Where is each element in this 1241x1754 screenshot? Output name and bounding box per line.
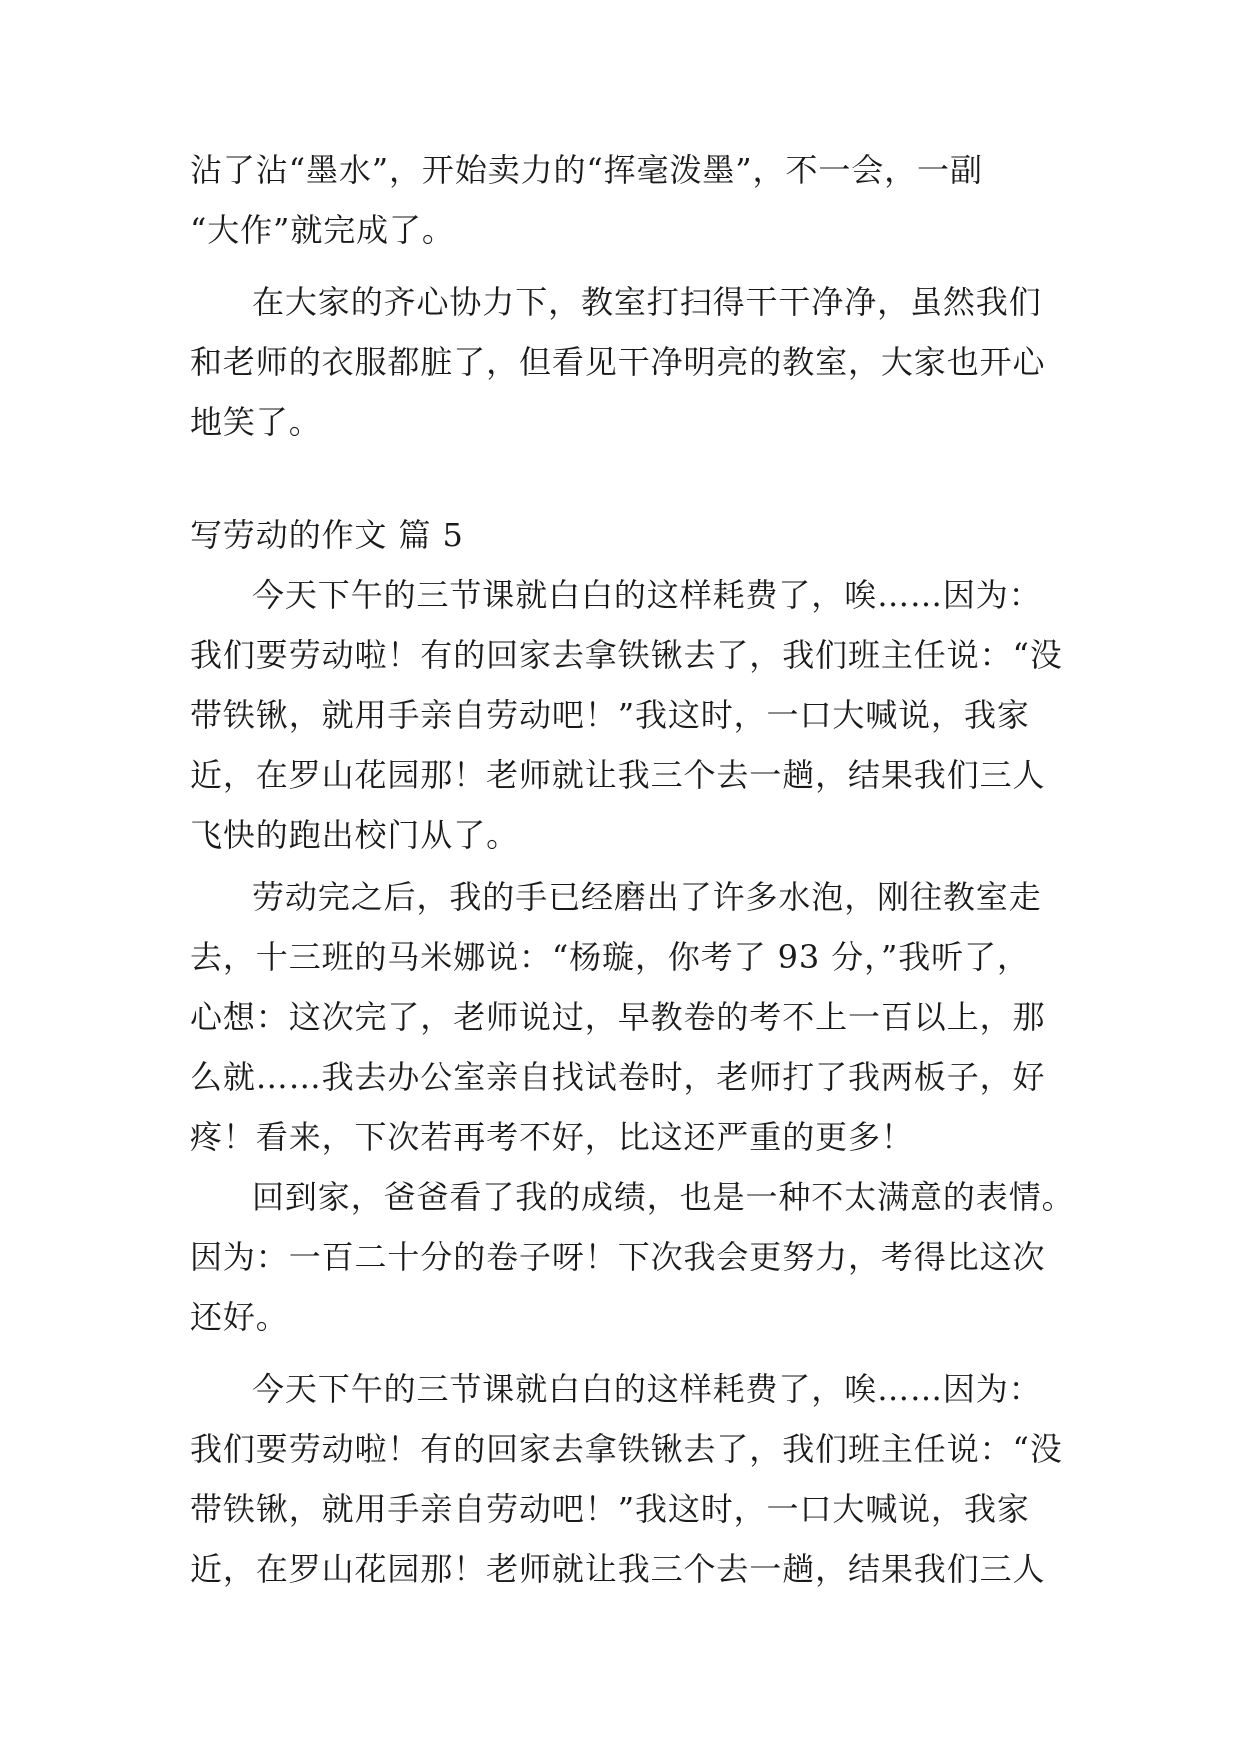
text-line: 沾了沾“墨水”，开始卖力的“挥毫泼墨”，不一会，一副 xyxy=(190,151,983,189)
text-line: 和老师的衣服都脏了，但看见干净明亮的教室，大家也开心 xyxy=(190,343,1046,381)
text-line: 回到家，爸爸看了我的成绩，也是一种不太满意的表情。 xyxy=(252,1178,1075,1216)
text-line: 带铁锹，就用手亲自劳动吧！”我这时，一口大喊说，我家 xyxy=(190,696,1030,734)
text-line: 在大家的齐心协力下，教室打扫得干干净净，虽然我们 xyxy=(252,283,1042,321)
text-line: 地笑了。 xyxy=(190,403,322,441)
text-line: “大作”就完成了。 xyxy=(190,211,455,249)
text-line: 飞快的跑出校门从了。 xyxy=(190,816,520,854)
text-line: 带铁锹，就用手亲自劳动吧！”我这时，一口大喊说，我家 xyxy=(190,1490,1030,1528)
text-line: 劳动完之后，我的手已经磨出了许多水泡，刚往教室走 xyxy=(252,878,1042,916)
text-line: 心想：这次完了，老师说过，早教卷的考不上一百以上，那 xyxy=(190,998,1046,1036)
text-line: 近，在罗山花园那！老师就让我三个去一趟，结果我们三人 xyxy=(190,1550,1046,1588)
text-line: 我们要劳动啦！有的回家去拿铁锹去了，我们班主任说：“没 xyxy=(190,636,1063,674)
text-line: 去，十三班的马米娜说：“杨璇，你考了 93 分，”我听了， xyxy=(190,938,1030,976)
text-line: 今天下午的三节课就白白的这样耗费了，唉……因为： xyxy=(252,576,1042,614)
section-heading: 写劳动的作文 篇 5 xyxy=(190,516,464,554)
text-line: 疼！看来，下次若再考不好，比这还严重的更多！ xyxy=(190,1118,914,1156)
text-line: 还好。 xyxy=(190,1298,289,1336)
text-line: 近，在罗山花园那！老师就让我三个去一趟，结果我们三人 xyxy=(190,756,1046,794)
text-line: 么就……我去办公室亲自找试卷时，老师打了我两板子，好 xyxy=(190,1058,1046,1096)
text-line: 因为：一百二十分的卷子呀！下次我会更努力，考得比这次 xyxy=(190,1238,1046,1276)
text-line: 我们要劳动啦！有的回家去拿铁锹去了，我们班主任说：“没 xyxy=(190,1430,1063,1468)
text-line: 今天下午的三节课就白白的这样耗费了，唉……因为： xyxy=(252,1370,1042,1408)
